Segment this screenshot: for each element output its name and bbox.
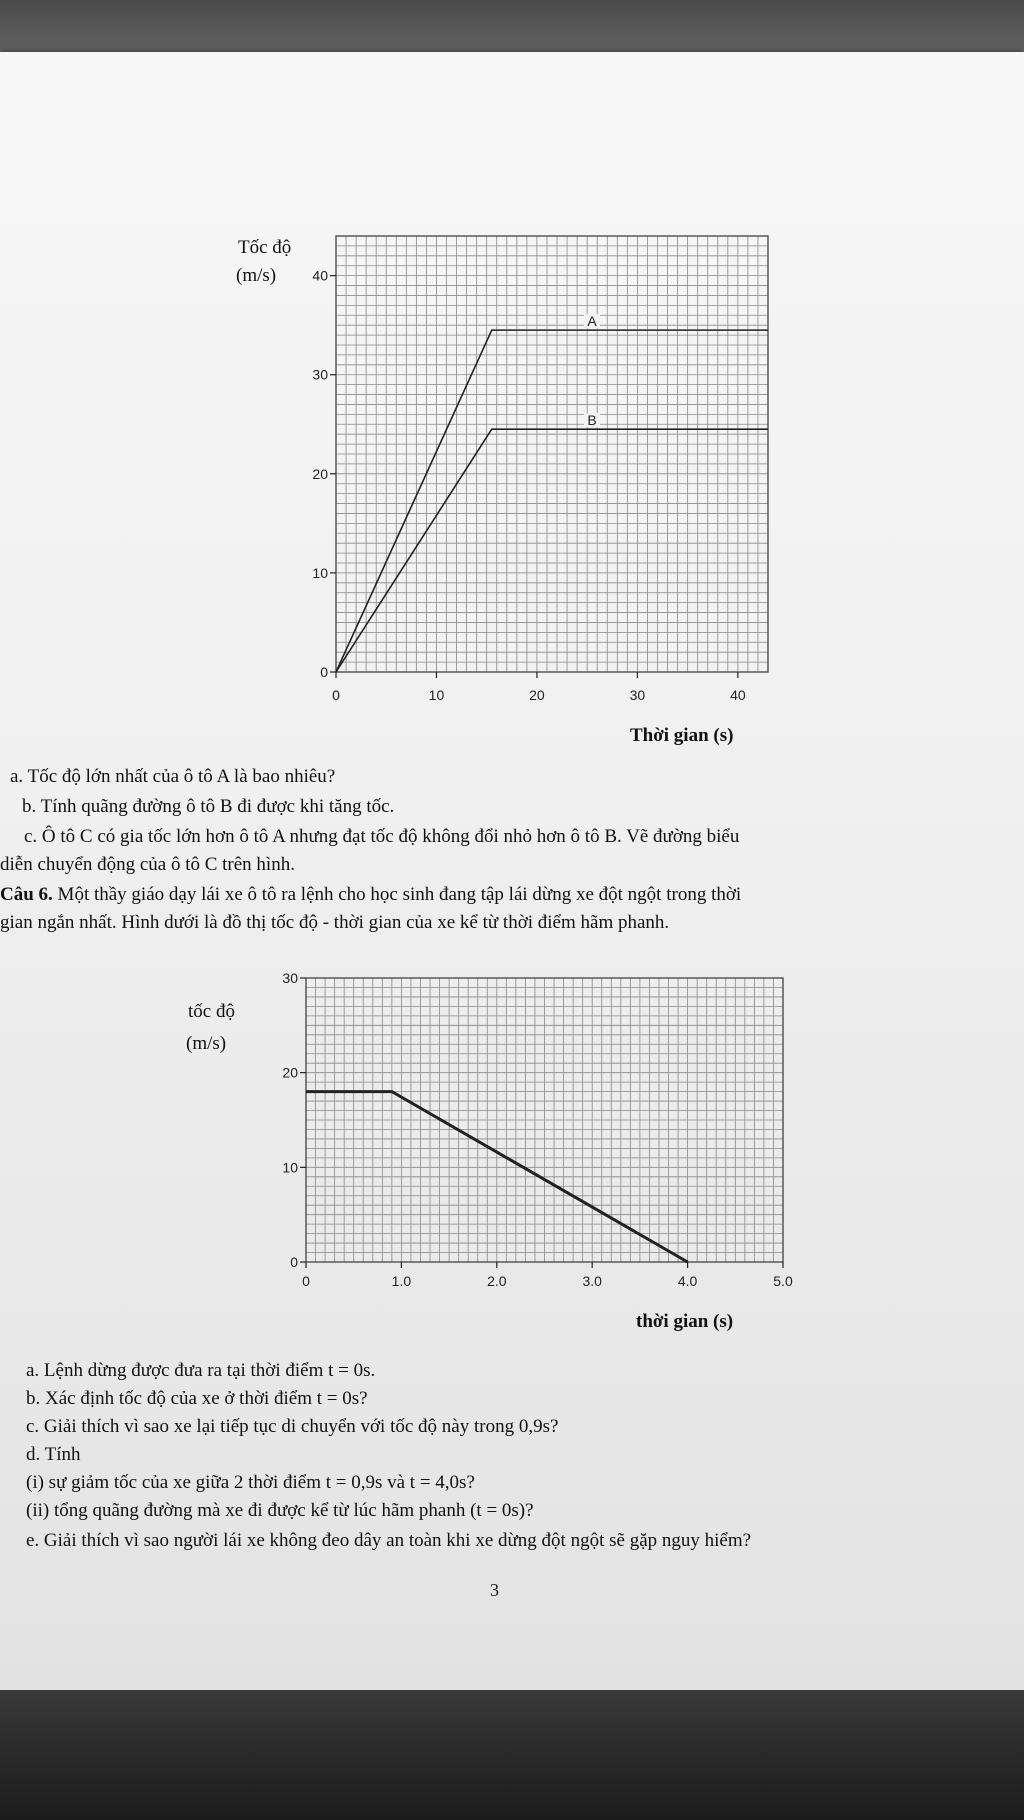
q5-part-a: a. Tốc độ lớn nhất của ô tô A là bao nhiêu? — [10, 766, 336, 787]
chart1-ytick-label: 10 — [312, 564, 328, 581]
chart1-xtick-label: 30 — [629, 687, 646, 703]
chart1-xtick-label: 20 — [529, 687, 545, 703]
q6-part-d: d. Tính — [26, 1444, 81, 1465]
q5-part-b: b. Tính quãng đường ô tô B đi được khi tăng tốc. — [22, 796, 395, 817]
chart2-xtick-label: 1.0 — [391, 1273, 412, 1289]
chart2-ytick-label: 10 — [282, 1159, 298, 1176]
q6-part-c: c. Giải thích vì sao xe lại tiếp tục di chuyển với tốc độ này trong 0,9s? — [26, 1416, 559, 1437]
chart1-ylabel-line1: Tốc độ — [238, 237, 292, 258]
chart1-series-label-a: A — [587, 313, 597, 330]
q6-part-d-i: (i) sự giảm tốc của xe giữa 2 thời điểm t = 0,9s và t = 4,0s? — [26, 1472, 475, 1493]
chart2-ytick-label: 0 — [290, 1254, 298, 1270]
chart1-ytick-label: 40 — [312, 267, 328, 284]
chart2-ytick-label: 30 — [282, 970, 298, 986]
q6-label: Câu 6. — [0, 884, 53, 905]
chart1-ytick-label: 30 — [312, 366, 328, 383]
chart2-ylabel-line1: tốc độ — [188, 1001, 235, 1022]
chart2-grid — [306, 978, 783, 1262]
page-number: 3 — [490, 1580, 499, 1600]
q5-part-c-line1: c. Ô tô C có gia tốc lớn hơn ô tô A nhưng đạt tốc độ không đổi nhỏ hơn ô tô B. Vẽ đường biểu — [24, 826, 740, 847]
chart2-ytick-label: 20 — [282, 1064, 298, 1081]
chart1-xtick-label: 0 — [332, 687, 340, 703]
chart2-xtick-label: 3.0 — [582, 1273, 602, 1289]
q6-intro-rest: Một thầy giáo dạy lái xe ô tô ra lệnh cho học sinh đang tập lái dừng xe đột ngột trong thời — [57, 884, 742, 905]
q6-intro-line2: gian ngắn nhất. Hình dưới là đồ thị tốc độ - thời gian của xe kể từ thời điểm hãm phanh. — [0, 912, 670, 933]
chart1-xtick-label: 10 — [428, 687, 445, 703]
q5-part-c-line2: diễn chuyển động của ô tô C trên hình. — [0, 854, 295, 875]
chart1-ytick-label: 20 — [312, 465, 328, 482]
q6-part-b: b. Xác định tốc độ của xe ở thời điểm t = 0s? — [26, 1388, 368, 1409]
q6-part-a: a. Lệnh dừng được đưa ra tại thời điểm t = 0s. — [26, 1360, 376, 1381]
chart2-xlabel: thời gian (s) — [636, 1311, 734, 1332]
chart2-xtick-label: 5.0 — [773, 1273, 793, 1289]
chart2-xtick-label: 2.0 — [487, 1273, 507, 1289]
chart1-ylabel-line2: (m/s) — [236, 265, 277, 286]
chart2-xtick-label: 4.0 — [677, 1273, 698, 1289]
chart1-xtick-label: 40 — [730, 687, 746, 703]
chart1-ytick-label: 0 — [320, 664, 328, 680]
q6-part-d-ii: (ii) tổng quãng đường mà xe đi được kể từ lúc hãm phanh (t = 0s)? — [26, 1500, 534, 1521]
chart1-series-label-b: B — [587, 412, 597, 429]
chart1-xlabel: Thời gian (s) — [630, 725, 734, 746]
q6-part-e: e. Giải thích vì sao người lái xe không đeo dây an toàn khi xe dừng đột ngột sẽ gặp nguy hiểm? — [26, 1530, 752, 1551]
chart2-ylabel-line2: (m/s) — [186, 1033, 227, 1054]
chart2-xtick-label: 0 — [302, 1273, 310, 1289]
